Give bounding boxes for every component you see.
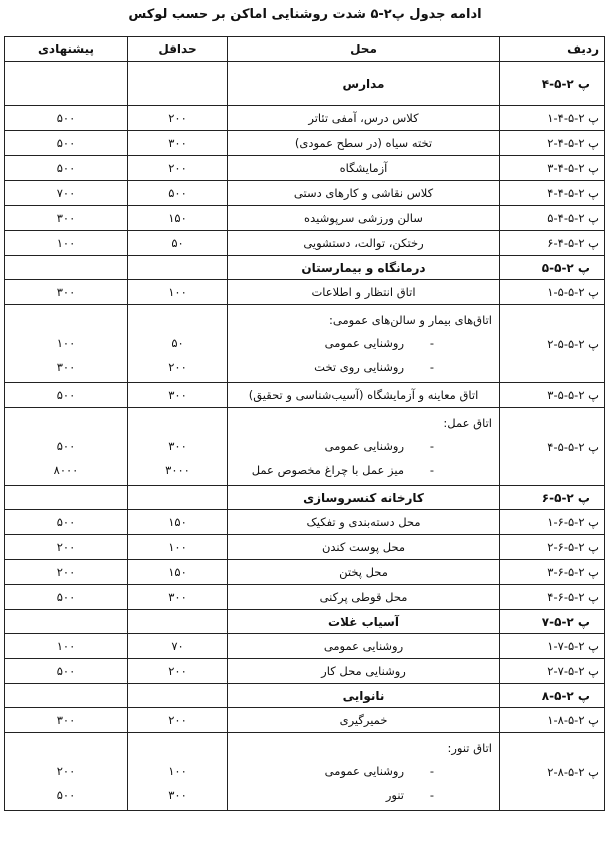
row-place-group <box>228 305 500 383</box>
row-rec-value: ۱۰۰ <box>5 231 128 256</box>
row-min-value: ۳۰۰ <box>128 131 228 156</box>
row-code: پ ۲-۵-۶-۲ <box>500 535 605 560</box>
table-row <box>5 231 605 256</box>
spacer <box>10 412 122 434</box>
sub-item-label: روشنایی عمومی <box>324 438 404 453</box>
row-rec-value: ۵۰۰ <box>56 438 76 453</box>
bullet-dash-icon: - <box>429 438 434 453</box>
row-min-group <box>128 408 228 486</box>
spacer <box>133 309 222 331</box>
section-min-empty <box>128 610 228 634</box>
row-min-value: ۱۵۰ <box>128 510 228 535</box>
header-recommended: پیشنهادی <box>5 37 128 62</box>
table-row <box>5 280 605 305</box>
row-code: پ ۲-۵-۶-۱ <box>500 510 605 535</box>
row-place: محل پختن <box>228 560 500 585</box>
table-row <box>5 535 605 560</box>
bullet-dash-icon: - <box>429 335 434 350</box>
row-place-group <box>228 733 500 811</box>
sub-item <box>233 331 494 355</box>
row-place: سالن ورزشی سرپوشیده <box>228 206 500 231</box>
row-code: پ ۲-۵-۸-۲ <box>500 733 605 811</box>
row-place: تخته سیاه (در سطح عمودی) <box>228 131 500 156</box>
row-code: پ ۲-۵-۶-۴ <box>500 585 605 610</box>
row-min-value: ۲۰۰ <box>128 708 228 733</box>
row-place: کلاس درس، آمفی تئاتر <box>228 106 500 131</box>
row-min-value: ۲۰۰ <box>168 359 187 374</box>
row-rec-value: ۵۰۰ <box>5 131 128 156</box>
row-rec-value: ۵۰۰ <box>5 510 128 535</box>
row-place: روشنایی محل کار <box>228 659 500 684</box>
header-place: محل <box>228 37 500 62</box>
sub-item-label: روشنایی عمومی <box>324 335 404 350</box>
section-row <box>5 486 605 510</box>
table-row <box>5 510 605 535</box>
table-row <box>5 585 605 610</box>
row-place: خمیرگیری <box>228 708 500 733</box>
bullet-dash-icon: - <box>429 359 434 374</box>
row-rec-value: ۵۰۰ <box>5 106 128 131</box>
row-min-group <box>128 733 228 811</box>
row-place: اتاق انتظار و اطلاعات <box>228 280 500 305</box>
row-rec-value: ۸۰۰۰ <box>53 462 79 477</box>
row-place: محل پوست کندن <box>228 535 500 560</box>
bullet-dash-icon: - <box>429 787 434 802</box>
row-code: پ ۲-۵-۵-۴ <box>500 408 605 486</box>
table-row <box>5 383 605 408</box>
section-name: درمانگاه و بیمارستان <box>228 256 500 280</box>
row-rec-value: ۱۰۰ <box>56 335 76 350</box>
row-code: پ ۲-۵-۸-۱ <box>500 708 605 733</box>
row-code: پ ۲-۵-۴-۲ <box>500 131 605 156</box>
section-rec-empty <box>5 610 128 634</box>
row-place: روشنایی عمومی <box>228 634 500 659</box>
spacer <box>10 309 122 331</box>
row-place: محل دسته‌بندی و تفکیک <box>228 510 500 535</box>
section-name: نانوایی <box>228 684 500 708</box>
section-min-empty <box>128 486 228 510</box>
row-min-value: ۵۰ <box>171 335 184 350</box>
row-rec-value: ۲۰۰ <box>5 535 128 560</box>
spacer <box>133 737 222 759</box>
row-code: پ ۲-۵-۵-۱ <box>500 280 605 305</box>
table-row <box>5 408 605 486</box>
row-code: پ ۲-۵-۵-۲ <box>500 305 605 383</box>
row-rec-value: ۵۰۰ <box>56 787 76 802</box>
sub-item <box>233 783 494 807</box>
row-min-value: ۱۰۰ <box>128 280 228 305</box>
section-code: پ ۲-۵-۶ <box>500 486 605 510</box>
row-code: پ ۲-۵-۴-۵ <box>500 206 605 231</box>
row-rec-group <box>5 733 128 811</box>
row-min-value: ۳۰۰ <box>168 438 187 453</box>
row-min-value: ۱۵۰ <box>128 206 228 231</box>
row-rec-value: ۳۰۰ <box>5 206 128 231</box>
section-min-empty <box>128 256 228 280</box>
row-rec-value: ۲۰۰ <box>56 763 76 778</box>
section-code: پ ۲-۵-۴ <box>500 62 605 106</box>
section-rec-empty <box>5 684 128 708</box>
section-code: پ ۲-۵-۷ <box>500 610 605 634</box>
row-rec-value: ۳۰۰ <box>5 280 128 305</box>
spacer <box>133 412 222 434</box>
sub-item-label: روشنایی روی تخت <box>314 359 404 374</box>
row-code: پ ۲-۵-۴-۳ <box>500 156 605 181</box>
row-rec-value: ۷۰۰ <box>5 181 128 206</box>
row-min-value: ۳۰۰ <box>128 585 228 610</box>
row-code: پ ۲-۵-۴-۱ <box>500 106 605 131</box>
table-row <box>5 560 605 585</box>
table-body <box>5 62 605 811</box>
sub-item-label: میز عمل با چراغ مخصوص عمل <box>251 462 404 477</box>
section-row <box>5 684 605 708</box>
row-rec-value: ۳۰۰ <box>5 708 128 733</box>
row-min-value: ۳۰۰ <box>128 383 228 408</box>
row-rec-value: ۵۰۰ <box>5 156 128 181</box>
section-rec-empty <box>5 486 128 510</box>
section-code: پ ۲-۵-۸ <box>500 684 605 708</box>
table-row <box>5 106 605 131</box>
row-place: رختکن، توالت، دستشویی <box>228 231 500 256</box>
row-rec-value: ۱۰۰ <box>5 634 128 659</box>
row-subheading: اتاق عمل: <box>443 415 492 430</box>
row-rec-value: ۵۰۰ <box>5 585 128 610</box>
sub-item <box>233 355 494 379</box>
section-row <box>5 610 605 634</box>
sub-item <box>233 434 494 458</box>
row-place: کلاس نقاشی و کارهای دستی <box>228 181 500 206</box>
table-row <box>5 733 605 811</box>
bullet-dash-icon: - <box>429 462 434 477</box>
row-rec-group <box>5 305 128 383</box>
row-min-value: ۲۰۰ <box>128 659 228 684</box>
row-code: پ ۲-۵-۴-۶ <box>500 231 605 256</box>
sub-item <box>233 458 494 482</box>
header-code: ردیف <box>500 37 605 62</box>
row-min-value: ۲۰۰ <box>128 106 228 131</box>
section-row <box>5 256 605 280</box>
row-min-value: ۳۰۰۰ <box>165 462 190 477</box>
row-place: محل قوطی پرکنی <box>228 585 500 610</box>
table-row <box>5 708 605 733</box>
row-min-value: ۵۰ <box>128 231 228 256</box>
row-min-value: ۲۰۰ <box>128 156 228 181</box>
table-row <box>5 305 605 383</box>
header-min: حداقل <box>128 37 228 62</box>
section-name: آسیاب غلات <box>228 610 500 634</box>
section-rec-empty <box>5 256 128 280</box>
row-min-value: ۱۰۰ <box>128 535 228 560</box>
bullet-dash-icon: - <box>429 763 434 778</box>
row-min-value: ۱۰۰ <box>168 763 187 778</box>
table-row <box>5 156 605 181</box>
row-min-value: ۷۰ <box>128 634 228 659</box>
section-row <box>5 62 605 106</box>
section-rec-empty <box>5 62 128 106</box>
section-name: کارخانه کنسروسازی <box>228 486 500 510</box>
table-row <box>5 131 605 156</box>
row-code: پ ۲-۵-۴-۴ <box>500 181 605 206</box>
row-code: پ ۲-۵-۵-۳ <box>500 383 605 408</box>
row-place: آزمایشگاه <box>228 156 500 181</box>
row-rec-value: ۵۰۰ <box>5 659 128 684</box>
row-place: اتاق معاینه و آزمایشگاه (آسیب‌شناسی و تحقیق) <box>228 383 500 408</box>
row-min-value: ۱۵۰ <box>128 560 228 585</box>
row-min-value: ۵۰۰ <box>128 181 228 206</box>
table-row <box>5 181 605 206</box>
table-row <box>5 634 605 659</box>
lux-table <box>4 36 605 811</box>
section-min-empty <box>128 62 228 106</box>
table-title: ادامه جدول پ۲-۵ شدت روشنایی اماکن بر حسب لوکس <box>128 7 482 22</box>
section-min-empty <box>128 684 228 708</box>
sub-item-label: روشنایی عمومی <box>324 763 404 778</box>
section-name: مدارس <box>228 62 500 106</box>
row-code: پ ۲-۵-۶-۳ <box>500 560 605 585</box>
row-rec-value: ۲۰۰ <box>5 560 128 585</box>
section-code: پ ۲-۵-۵ <box>500 256 605 280</box>
row-subheading: اتاق‌های بیمار و سالن‌های عمومی: <box>329 312 492 327</box>
row-place-group <box>228 408 500 486</box>
row-min-group <box>128 305 228 383</box>
header-row <box>5 37 605 62</box>
row-rec-value: ۵۰۰ <box>5 383 128 408</box>
sub-item <box>233 759 494 783</box>
sub-item-label: تنور <box>385 787 404 802</box>
row-rec-group <box>5 408 128 486</box>
spacer <box>10 737 122 759</box>
row-rec-value: ۳۰۰ <box>56 359 76 374</box>
table-row <box>5 659 605 684</box>
row-code: پ ۲-۵-۷-۱ <box>500 634 605 659</box>
row-subheading: اتاق تنور: <box>447 740 492 755</box>
table-row <box>5 206 605 231</box>
row-min-value: ۳۰۰ <box>168 787 187 802</box>
row-code: پ ۲-۵-۷-۲ <box>500 659 605 684</box>
